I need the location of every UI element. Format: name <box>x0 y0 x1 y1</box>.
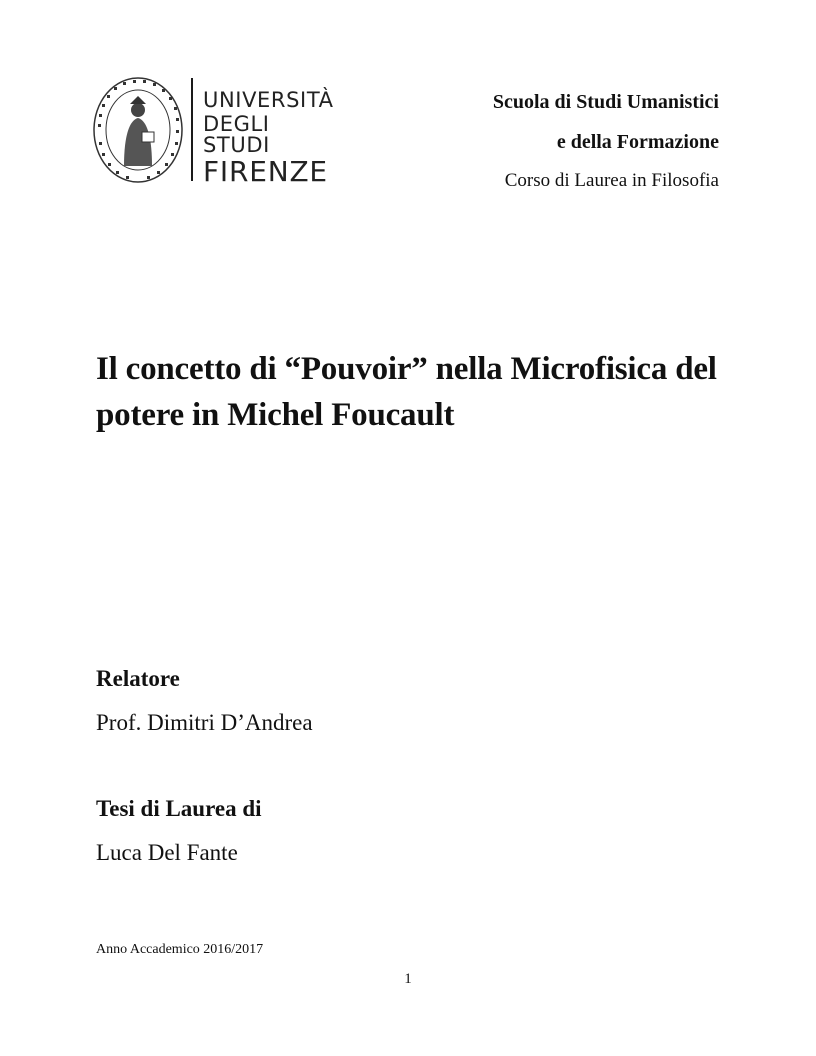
university-name-line1: UNIVERSITÀ <box>203 88 334 112</box>
university-name <box>203 90 334 186</box>
course-name: Corso di Laurea in Filosofia <box>504 170 719 191</box>
university-seal-icon <box>90 74 186 186</box>
relatore-name: Prof. Dimitri D’Andrea <box>96 710 313 735</box>
tesi-label: Tesi di Laurea di <box>96 796 262 821</box>
relatore-label: Relatore <box>96 666 180 691</box>
academic-year: Anno Accademico 2016/2017 <box>96 942 264 957</box>
thesis-title: Il concetto di “Pouvoir” nella Microfisica del potere in Michel Foucault <box>96 351 717 433</box>
school-name-line1: Scuola di Studi Umanistici <box>492 91 719 113</box>
university-name-line2: DEGLI STUDI <box>203 112 270 157</box>
university-logo <box>90 74 334 188</box>
school-name-line2: e della Formazione <box>556 131 719 153</box>
university-name-line3: FIRENZE <box>203 155 328 188</box>
logo-divider <box>191 78 193 181</box>
page-number: 1 <box>404 971 412 987</box>
author-name: Luca Del Fante <box>96 840 238 865</box>
